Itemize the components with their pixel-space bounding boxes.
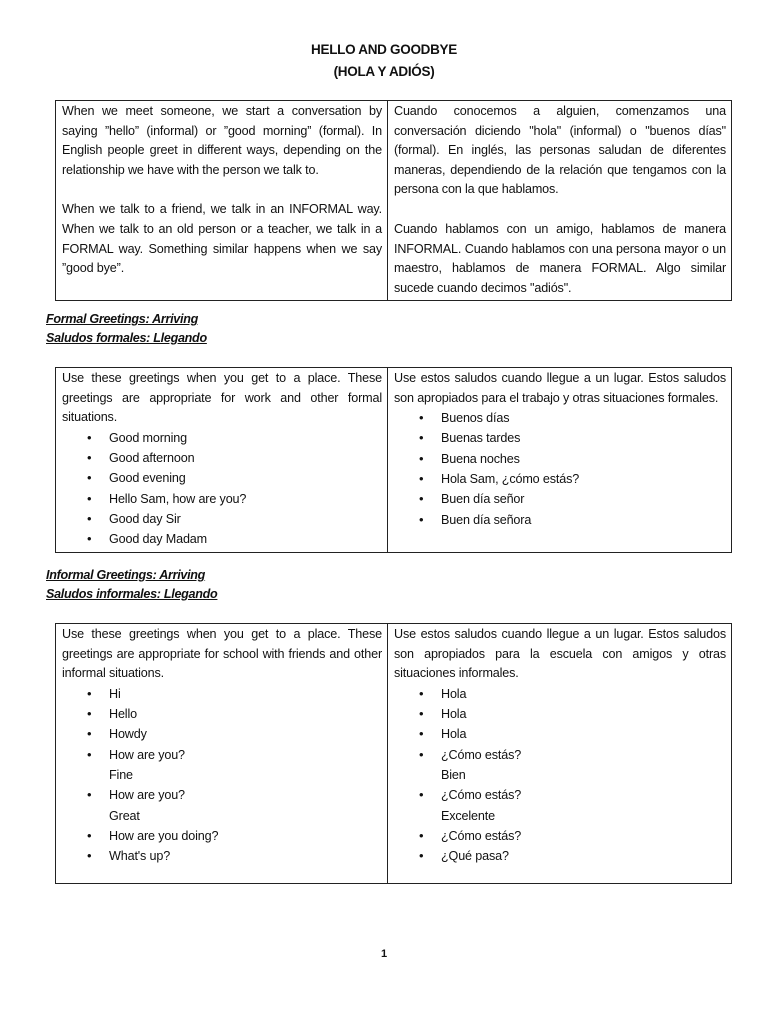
greeting-item (62, 745, 382, 786)
intro-spanish-paragraph-2: Cuando hablamos con un amigo, hablamos de manera INFORMAL. Cuando hablamos con una persona mayor o un maestro, hablamos de manera FORMAL. Algo similar sucede cuando decimos "adiós". (394, 221, 726, 295)
formal-spanish-text: Use estos saludos cuando llegue a un lugar. Estos saludos son apropiados para el trabajo y otras situaciones formales. (394, 371, 726, 405)
greeting-item: • Buenas tardes (394, 428, 726, 448)
formal-greetings-table (55, 367, 732, 553)
greeting-item: • Good day Madam (62, 529, 382, 549)
intro-english-paragraph-2: When we talk to a friend, we talk in an INFORMAL way. When we talk to an old person or a teacher, we talk in a FORMAL way. Something similar happens when we say ”good bye”. (62, 202, 382, 276)
greeting-item (394, 745, 726, 786)
greeting-text: ¿Cómo estás? (441, 788, 522, 803)
greeting-text: How are you? (109, 747, 185, 762)
greeting-item (394, 724, 726, 744)
greeting-item (394, 684, 726, 704)
greeting-reply: Bien (441, 767, 466, 782)
intro-spanish-cell (388, 101, 732, 301)
greeting-text: Hola (441, 727, 467, 742)
informal-english-text: Use these greetings when you get to a place. These greetings are appropriate for school with friends and other informal situations. (62, 627, 382, 681)
greeting-item: • Buen día señora (394, 510, 726, 530)
page-title: HELLO AND GOODBYE (311, 42, 457, 57)
greeting-reply: Fine (109, 767, 133, 782)
informal-heading-spanish: Saludos informales: Llegando (46, 587, 218, 601)
greeting-item (394, 785, 726, 826)
informal-english-list (62, 684, 382, 867)
intro-english-cell (56, 101, 388, 301)
greeting-item: • Good day Sir (62, 509, 382, 529)
informal-spanish-cell (388, 624, 732, 884)
greeting-item: • Good evening (62, 468, 382, 488)
greeting-text: Hola (441, 686, 467, 701)
greeting-text: ¿Cómo estás? (441, 747, 522, 762)
greeting-item (394, 846, 726, 866)
formal-english-list (62, 428, 382, 550)
formal-english-text: Use these greetings when you get to a place. These greetings are appropriate for work and other formal situations. (62, 371, 382, 425)
greeting-reply: Great (109, 808, 140, 823)
intro-english-paragraph-1: When we meet someone, we start a conversation by saying ”hello” (informal) or ”good morning” (formal). In English people greet in different ways, depending on the relationship we have with the person we talk to. (62, 104, 382, 177)
greeting-item (62, 785, 382, 826)
intro-spanish-paragraph-1: Cuando conocemos a alguien, comenzamos una conversación diciendo "hola" (informal) o "buenos días" (formal). En inglés, las personas saludan de diferentes maneras, dependiendo de la relación que tengamos con la persona con la que hablamos. (394, 104, 726, 197)
greeting-item (394, 704, 726, 724)
greeting-text: Howdy (109, 727, 147, 742)
greeting-text: Hola (441, 707, 467, 722)
greeting-item: • Hello Sam, how are you? (62, 489, 382, 509)
greeting-reply: Excelente (441, 808, 495, 823)
greeting-text: What's up? (109, 849, 171, 864)
formal-heading-english: Formal Greetings: Arriving (46, 312, 198, 326)
greeting-item: • Buena noches (394, 449, 726, 469)
formal-heading-spanish: Saludos formales: Llegando (46, 331, 207, 345)
greeting-item: • Good afternoon (62, 448, 382, 468)
greeting-text: How are you doing? (109, 828, 219, 843)
greeting-item (62, 826, 382, 846)
greeting-item (394, 826, 726, 846)
greeting-text: ¿Qué pasa? (441, 849, 509, 864)
informal-greetings-table (55, 623, 732, 884)
greeting-text: How are you? (109, 788, 185, 803)
greeting-item: • Buen día señor (394, 489, 726, 509)
greeting-text: Hi (109, 686, 121, 701)
informal-english-cell (56, 624, 388, 884)
formal-spanish-list (394, 408, 726, 530)
greeting-item: • Buenos días (394, 408, 726, 428)
page-number: 1 (380, 948, 388, 960)
greeting-item (62, 724, 382, 744)
informal-heading-english: Informal Greetings: Arriving (46, 568, 206, 582)
greeting-item (62, 704, 382, 724)
informal-spanish-text: Use estos saludos cuando llegue a un lugar. Estos saludos son apropiados para la escuela con amigos y otras situaciones informales. (394, 627, 726, 681)
greeting-item: • Good morning (62, 428, 382, 448)
greeting-item (62, 846, 382, 866)
greeting-item: • Hola Sam, ¿cómo estás? (394, 469, 726, 489)
greeting-item (62, 684, 382, 704)
greeting-text: ¿Cómo estás? (441, 828, 522, 843)
formal-english-cell (56, 368, 388, 553)
page-subtitle: (HOLA Y ADIÓS) (333, 64, 435, 79)
intro-table (55, 100, 732, 301)
formal-spanish-cell (388, 368, 732, 553)
informal-spanish-list (394, 684, 726, 867)
greeting-text: Hello (109, 707, 137, 722)
